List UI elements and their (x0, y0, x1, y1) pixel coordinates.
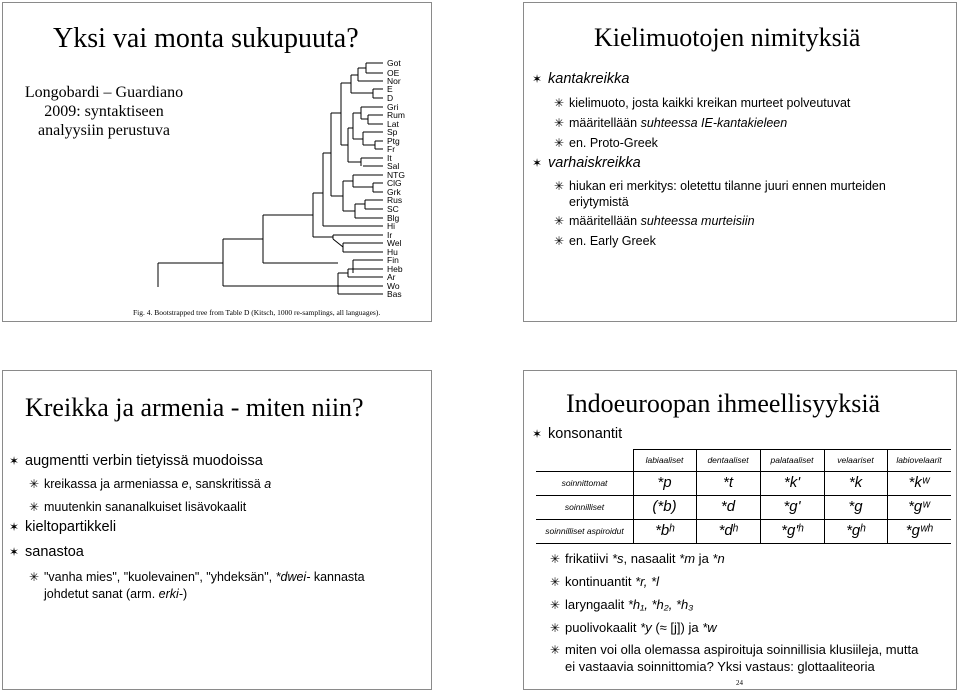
language-label: It (387, 153, 392, 163)
asterisk-icon: ✳ (550, 575, 561, 589)
language-label: Fr (387, 144, 396, 154)
six-pointed-star-icon: ✶ (9, 545, 20, 559)
table-cell: (*b) (652, 498, 677, 515)
bullet-text: muutenkin sananalkuiset lisävokaalit (44, 500, 247, 514)
table-cell: *kʷ (908, 474, 930, 491)
six-pointed-star-icon: ✶ (532, 427, 543, 441)
bullet-text: (≈ [j]) ja (651, 620, 703, 635)
bullet-text-italic: *m (679, 551, 696, 566)
slide4-title: Indoeuroopan ihmeellisyyksiä (566, 389, 881, 418)
language-label: Bas (387, 289, 402, 299)
bullet-text: augmentti verbin tietyissä muodoissa (25, 453, 263, 469)
language-label: Ptg (387, 136, 400, 146)
bullet-sanastoa (9, 544, 84, 560)
asterisk-icon: ✳ (550, 598, 561, 612)
bullet-text-italic: *w (702, 620, 717, 635)
subtitle-line: analyysiin perustuva (38, 122, 170, 139)
table-cell: *gʷ (908, 498, 930, 515)
bullet-text: kieltopartikkeli (25, 519, 117, 535)
language-label: Gri (387, 102, 399, 112)
asterisk-icon: ✳ (29, 500, 40, 514)
bullet-text-italic: e (181, 477, 189, 491)
figure-caption: Fig. 4. Bootstrapped tree from Table D (Kitsch, 1000 re-samplings, all languages). (133, 308, 381, 317)
bullet-text-italic: suhteessa murteisiin (640, 214, 755, 228)
table-cell: *t (722, 474, 733, 491)
sub-bullet (554, 214, 755, 228)
language-label: Nor (387, 76, 401, 86)
table-cell: *g (848, 498, 863, 515)
language-label: Wel (387, 238, 402, 248)
bullet-text: , nasaalit (623, 551, 680, 566)
language-label: Fin (387, 255, 399, 265)
language-label: Lat (387, 119, 399, 129)
bullet-text: kantakreikka (548, 71, 630, 87)
bullet-text-italic: *r, *l (635, 574, 659, 589)
bullet-text: en. Proto-Greek (569, 136, 658, 150)
table-cell: *g'ʰ (781, 522, 803, 539)
six-pointed-star-icon: ✶ (9, 454, 20, 468)
bullet-text-italic: *n (712, 551, 725, 566)
bullet-text: määritellään (569, 116, 641, 130)
language-label: D (387, 93, 394, 103)
sub-bullet (554, 96, 850, 110)
language-label: SC (387, 204, 399, 214)
table-cell: *gʰ (846, 522, 865, 539)
bullet-kieltopartikkeli (9, 519, 116, 535)
language-label: Ir (387, 230, 393, 240)
sub-bullet (554, 136, 658, 150)
bullet-text: määritellään (569, 214, 641, 228)
asterisk-icon: ✳ (554, 116, 565, 130)
language-label: Wo (387, 281, 400, 291)
sub-bullet (550, 620, 717, 635)
slide2-title: Kielimuotojen nimityksiä (594, 23, 861, 52)
bullet-text-italic: erki- (158, 587, 183, 601)
sub-bullet (554, 179, 886, 193)
slide3-title: Kreikka ja armenia - miten niin? (25, 393, 364, 422)
asterisk-icon: ✳ (554, 179, 565, 193)
language-label: Rus (387, 195, 403, 205)
bullet-text: puolivokaalit (565, 620, 641, 635)
six-pointed-star-icon: ✶ (9, 520, 20, 534)
language-label: Hu (387, 247, 398, 257)
asterisk-icon: ✳ (554, 136, 565, 150)
asterisk-icon: ✳ (550, 643, 561, 657)
bullet-text: , sanskritissä (188, 477, 265, 491)
bullet-text-italic: *dwei- (275, 570, 311, 584)
language-label: Sal (387, 161, 400, 171)
bullet-text: kontinuantit (565, 574, 636, 589)
language-label: Sp (387, 127, 398, 137)
table-cell: *gʷʰ (905, 522, 933, 539)
asterisk-icon: ✳ (554, 234, 565, 248)
slide-kreikka-armenia (2, 370, 432, 690)
language-label: Blg (387, 213, 400, 223)
bullet-text-italic: a (264, 477, 272, 491)
table-cell: *g' (783, 498, 801, 515)
asterisk-icon: ✳ (29, 570, 40, 584)
language-label: Ar (387, 272, 396, 282)
bullet-konsonantit (532, 426, 622, 442)
bullet-augmentti (9, 453, 263, 469)
slide1-title: Yksi vai monta sukupuuta? (53, 23, 359, 54)
asterisk-icon: ✳ (554, 214, 565, 228)
bullet-varhaiskreikka (532, 155, 641, 171)
slide-indoeuroopan (523, 370, 957, 690)
sub-bullet (29, 570, 365, 584)
bullet-text: laryngaalit (565, 597, 628, 612)
sub-bullet (550, 597, 693, 612)
bullet-text-italic: *y (640, 620, 652, 635)
language-label: NTG (387, 170, 405, 180)
bullet-text: "vanha mies", "kuolevainen", "yhdeksän", (44, 570, 276, 584)
bullet-text: frikatiivi (565, 551, 612, 566)
six-pointed-star-icon: ✶ (532, 72, 543, 86)
bullet-text: ) (182, 587, 188, 601)
table-column-header: labiovelaarit (896, 455, 942, 465)
sub-bullet (554, 234, 656, 248)
bullet-text-continuation: ei vastaavia soinnittomia? Yksi vastaus: glottaaliteoria (565, 659, 875, 674)
subtitle-line: Longobardi – Guardiano (24, 84, 184, 101)
asterisk-icon: ✳ (554, 96, 565, 110)
table-cell: *bʰ (655, 522, 674, 539)
table-row-label: soinnittomat (561, 478, 608, 488)
table-column-header: labiaaliset (645, 455, 684, 465)
bullet-text: johdetut sanat (arm. (44, 587, 159, 601)
table-cell: *k (848, 474, 863, 491)
language-label: E (387, 84, 393, 94)
table-column-header: velaariset (837, 455, 874, 465)
language-label: Heb (387, 264, 403, 274)
six-pointed-star-icon: ✶ (532, 156, 543, 170)
bullet-text-italic: suhteessa IE-kantakieleen (640, 116, 788, 130)
bullet-text-italic: *h₁, *h₂, *h₃ (627, 597, 694, 612)
table-row-label: soinnilliset aspiroidut (545, 526, 624, 536)
bullet-text-continuation (44, 587, 187, 601)
sub-bullet (550, 642, 918, 657)
table-column-header: dentaaliset (707, 455, 749, 465)
slide-kielimuodot (523, 2, 957, 322)
table-cell: *d (720, 498, 736, 515)
bullet-text: sanastoa (25, 544, 84, 560)
sub-bullet (550, 574, 659, 589)
table-column-header: palataaliset (770, 455, 814, 465)
language-label: OE (387, 68, 400, 78)
bullet-text-continuation: eriytymistä (569, 195, 629, 209)
subtitle-line: 2009: syntaktiseen (44, 103, 164, 120)
bullet-text: kreikassa ja armeniassa (44, 477, 182, 491)
sub-bullet (550, 551, 725, 566)
language-label: Got (387, 58, 401, 68)
bullet-text: konsonantit (548, 426, 623, 442)
asterisk-icon: ✳ (550, 552, 561, 566)
bullet-text: ja (695, 551, 713, 566)
sub-bullet (554, 116, 787, 130)
language-label: ClG (387, 178, 402, 188)
consonant-table (536, 449, 951, 547)
bullet-text: miten voi olla olemassa aspiroituja soinnillisia klusiileja, mutta (565, 642, 919, 657)
asterisk-icon: ✳ (29, 477, 40, 491)
asterisk-icon: ✳ (550, 621, 561, 635)
table-cell: *k' (783, 474, 801, 491)
table-cell: *p (657, 474, 672, 491)
bullet-text: hiukan eri merkitys: oletettu tilanne juuri ennen murteiden (569, 179, 886, 193)
phylogenetic-tree (3, 3, 432, 322)
bullet-text-italic: *s (611, 551, 624, 566)
sub-bullet (29, 477, 271, 491)
language-label: Hi (387, 221, 396, 231)
bullet-kantakreikka (532, 71, 629, 87)
bullet-text: en. Early Greek (569, 234, 656, 248)
slide-sukupuu (2, 2, 432, 322)
sub-bullet (29, 500, 246, 514)
bullet-text: varhaiskreikka (548, 155, 641, 171)
bullet-text: kannasta (310, 570, 365, 584)
table-cell: *dʰ (718, 522, 738, 539)
language-label: Grk (387, 187, 401, 197)
page-number: 24 (736, 679, 743, 687)
language-label: Rum (387, 110, 405, 120)
table-row-label: soinnilliset (564, 502, 605, 512)
bullet-text: kielimuoto, josta kaikki kreikan murteet polveutuvat (569, 96, 851, 110)
